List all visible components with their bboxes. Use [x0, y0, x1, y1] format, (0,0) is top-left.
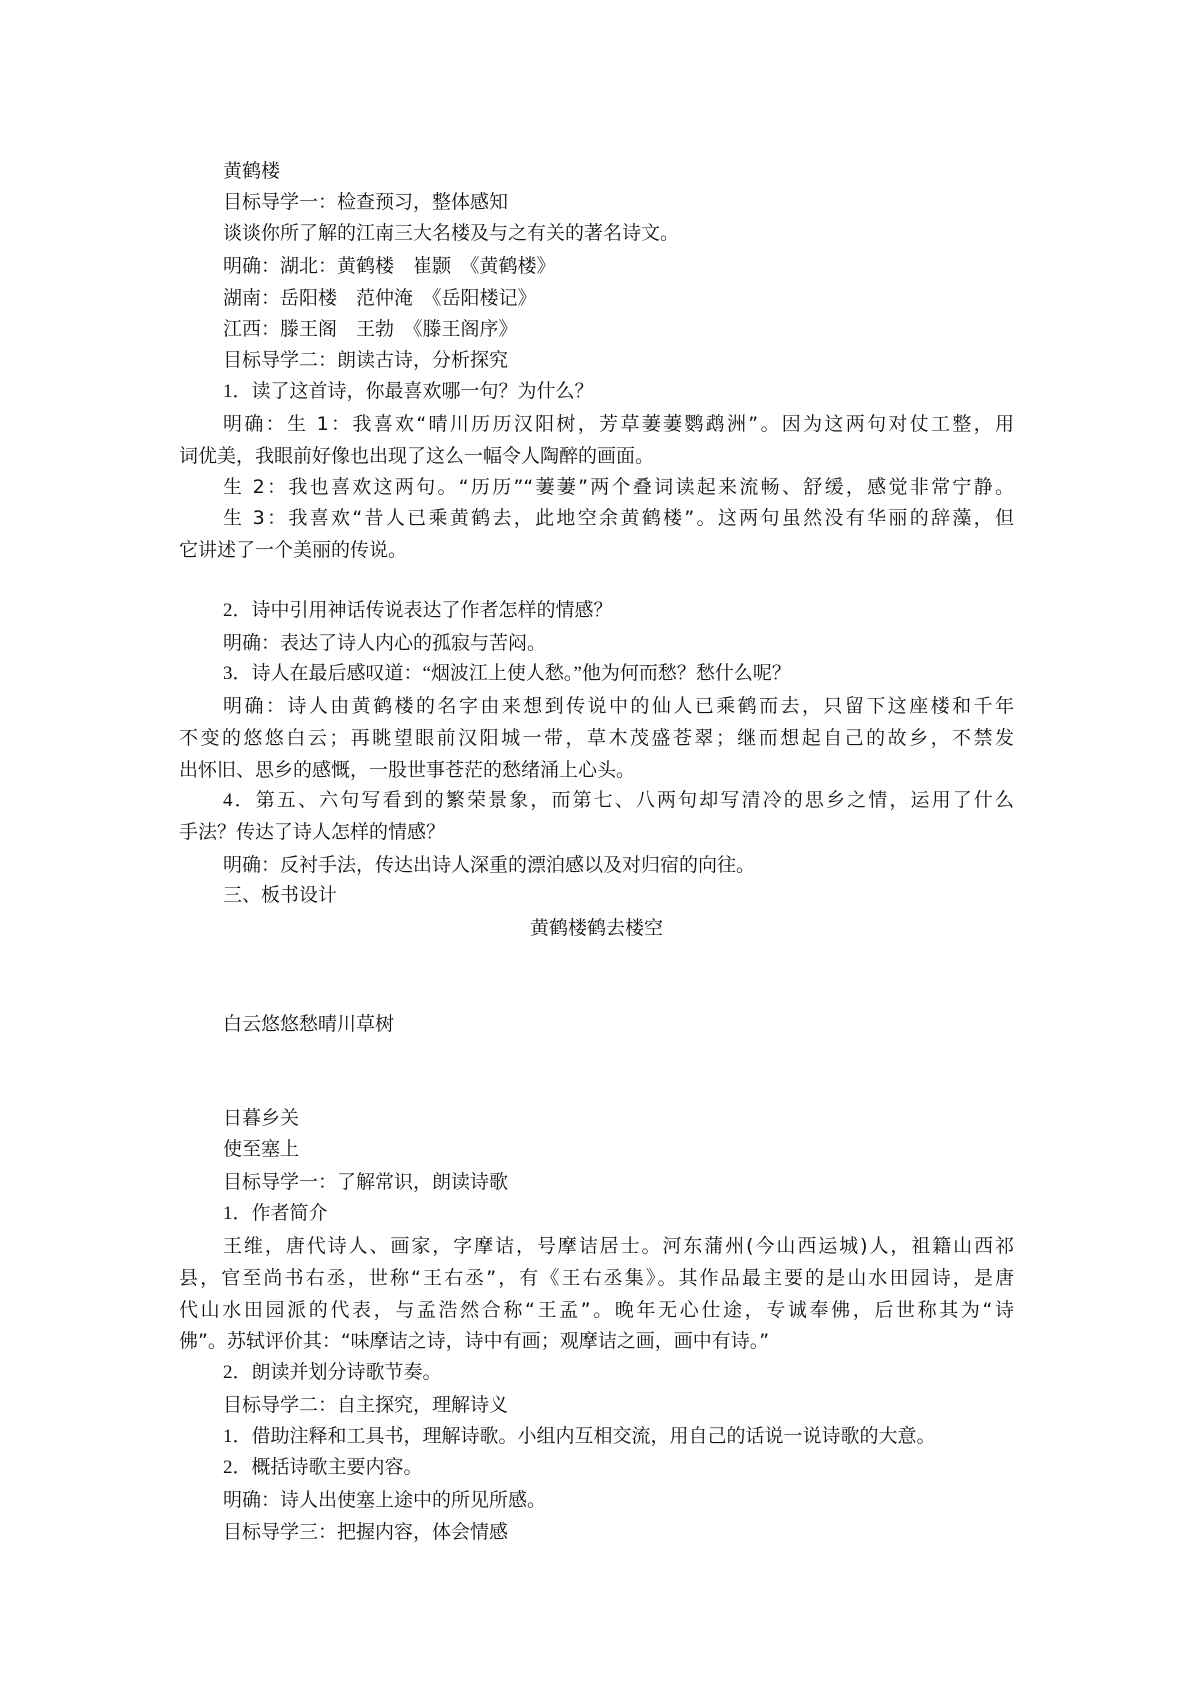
text-line: 不变的悠悠白云；再眺望眼前汉阳城一带，草木茂盛苍翠；继而想起自己的故乡，不禁发	[179, 727, 1014, 749]
text-line: 湖南：岳阳楼 范仲淹 《岳阳楼记》	[223, 287, 537, 309]
section-heading: 目标导学一：了解常识，朗读诗歌	[223, 1171, 509, 1193]
question-line: 1．作者简介	[223, 1203, 328, 1224]
question-line: 1．读了这首诗，你最喜欢哪一句？为什么？	[223, 381, 594, 402]
question-line: 4．第五、六句写看到的繁荣景象，而第七、八两句却写清冷的思乡之情，运用了什么	[223, 790, 1014, 811]
text-line: 佛”。苏轼评价其：“味摩诘之诗，诗中有画；观摩诘之画，画中有诗。”	[179, 1330, 770, 1352]
board-design-line: 白云悠悠愁晴川草树	[223, 1014, 395, 1035]
text-line: 词优美，我眼前好像也出现了这么一幅令人陶醉的画面。	[179, 445, 655, 467]
board-design-title: 黄鹤楼鹤去楼空	[529, 918, 663, 939]
text-line: 明确：表达了诗人内心的孤寂与苦闷。	[223, 632, 547, 654]
question-line: 2．朗读并划分诗歌节奏。	[223, 1362, 442, 1383]
text-line: 江西：滕王阁 王勃 《滕王阁序》	[223, 318, 518, 340]
text-line: 明确：诗人出使塞上途中的所见所感。	[223, 1489, 547, 1511]
text-line: 明确：诗人由黄鹤楼的名字由来想到传说中的仙人已乘鹤而去，只留下这座楼和千年	[223, 695, 1014, 717]
board-design-line: 日暮乡关	[223, 1108, 300, 1129]
poem-title: 使至塞上	[223, 1139, 300, 1160]
text-line: 出怀旧、思乡的感慨，一股世事苍茫的愁绪涌上心头。	[179, 759, 636, 781]
text-line: 它讲述了一个美丽的传说。	[179, 539, 408, 561]
question-line: 1．借助注释和工具书，理解诗歌。小组内互相交流，用自己的话说一说诗歌的大意。	[223, 1426, 936, 1447]
text-line: 代山水田园派的代表，与孟浩然合称“王孟”。晚年无心仕途，专诚奉佛，后世称其为“诗	[179, 1299, 1014, 1321]
section-heading: 目标导学一：检查预习，整体感知	[223, 191, 509, 213]
text-line: 谈谈你所了解的江南三大名楼及与之有关的著名诗文。	[223, 223, 680, 244]
text-line: 明确：湖北：黄鹤楼 崔颢 《黄鹤楼》	[223, 255, 556, 277]
text-line: 手法？传达了诗人怎样的情感？	[179, 822, 446, 843]
question-line: 3．诗人在最后感叹道：“烟波江上使人愁。”他为何而愁？愁什么呢？	[223, 663, 791, 684]
section-heading: 三、板书设计	[223, 885, 338, 906]
text-line: 县，官至尚书右丞，世称“王右丞”，有《王右丞集》。其作品最主要的是山水田园诗，是唐	[179, 1267, 1014, 1289]
text-line: 黄鹤楼	[223, 161, 281, 182]
section-heading: 目标导学三：把握内容，体会情感	[223, 1521, 509, 1543]
text-line: 生 2：我也喜欢这两句。“历历”“萋萋”两个叠词读起来流畅、舒缓，感觉非常宁静。	[223, 476, 1014, 498]
text-line: 王维，唐代诗人、画家，字摩诘，号摩诘居士。河东蒲州(今山西运城)人，祖籍山西祁	[223, 1235, 1014, 1257]
text-line: 生 3：我喜欢“昔人已乘黄鹤去，此地空余黄鹤楼”。这两句虽然没有华丽的辞藻，但	[223, 507, 1014, 529]
text-line: 明确：反衬手法，传达出诗人深重的漂泊感以及对归宿的向往。	[223, 854, 756, 876]
text-line: 明确：生 1：我喜欢“晴川历历汉阳树，芳草萋萋鹦鹉洲”。因为这两句对仗工整，用	[223, 413, 1014, 435]
question-line: 2．诗中引用神话传说表达了作者怎样的情感？	[223, 600, 613, 621]
question-line: 2．概括诗歌主要内容。	[223, 1457, 423, 1478]
section-heading: 目标导学二：自主探究，理解诗义	[223, 1394, 509, 1416]
section-heading: 目标导学二：朗读古诗，分析探究	[223, 349, 509, 371]
